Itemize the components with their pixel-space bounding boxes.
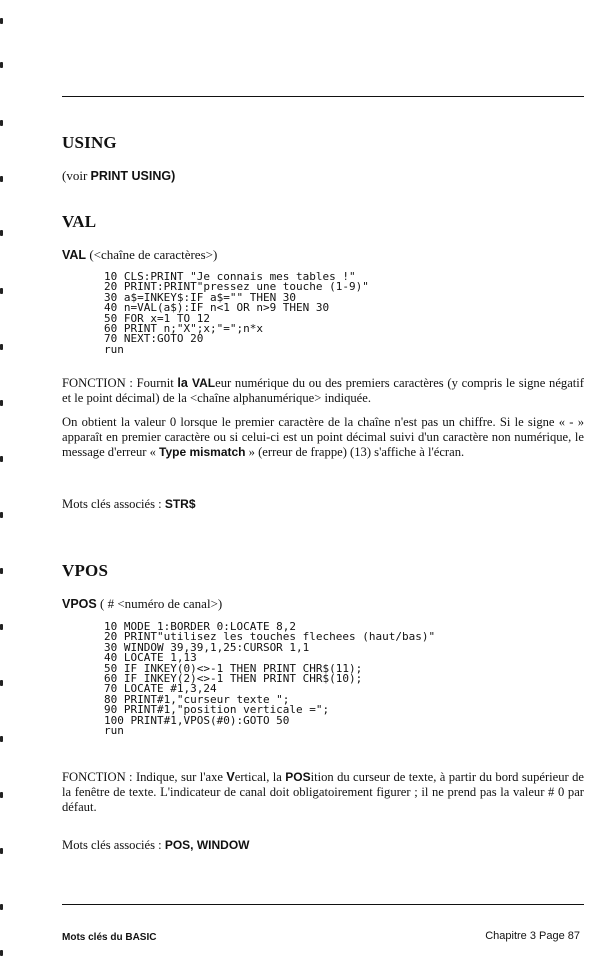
vpos-syntax: VPOS ( # <numéro de canal>) bbox=[62, 596, 223, 611]
val-related-keywords: Mots clés associés : STR$ bbox=[62, 497, 196, 511]
vpos-fonction: FONCTION : Indique, sur l'axe Vertical, la POSition du curseur de texte, à partir du bord supérieur de la fenêtre de texte. L'indicateur de canal doit obligatoirement figurer ; il ne prend pas la valeur # 0 par défaut. bbox=[62, 770, 584, 815]
val-syntax: VAL (<chaîne de caractères>) bbox=[62, 247, 218, 262]
vpos-related-keywords: Mots clés associés : POS, WINDOW bbox=[62, 838, 250, 852]
vpos-code-listing: 10 MODE 1:BORDER 0:LOCATE 8,2 20 PRINT"utilisez les touches flechees (haut/bas)" 30 WINDOW 39,39,1,25:CURSOR 1,1 40 LOCATE 1,13 50 IF INKEY(0)<>-1 THEN PRINT CHR$(11); 60 IF INKEY(2)<>-1 THEN PRINT CHR$(10); 70 LOCATE #1,3,24 80 PRINT#1,"curseur texte "; 90 PRINT#1,"position verticale ="; 100 PRINT#1,VPOS(#0):GOTO 50 run bbox=[104, 620, 436, 738]
using-see-also: (voir PRINT USING) bbox=[62, 168, 176, 183]
top-rule bbox=[62, 96, 584, 97]
using-see-keyword: PRINT USING) bbox=[90, 169, 176, 183]
vpos-title: VPOS bbox=[62, 561, 109, 580]
val-fonction: FONCTION : Fournit la VALeur numérique du ou des premiers caractères (y compris le signe négatif et le point décimal) de la <chaîne alphanumérique> indiquée. bbox=[62, 376, 584, 406]
val-paragraph-2: On obtient la valeur 0 lorsque le premier caractère de la chaîne n'est pas un chiffre. Si le signe « - » apparaît en premier caractère ou si celui-ci est un point décimal suivi d'un caractère non numérique, le message d'erreur « Type mismatch » (erreur de frappe) (13) s'affiche à l'écran. bbox=[62, 415, 584, 460]
val-code-listing: 10 CLS:PRINT "Je connais mes tables !" 20 PRINT:PRINT"pressez une touche (1-9)" 30 a$=INKEY$:IF a$="" THEN 30 40 n=VAL(a$):IF n<1 OR n>9 THEN 30 50 FOR x=1 TO 12 60 PRINT n;"X";x;"=";n*x 70 NEXT:GOTO 20 run bbox=[104, 270, 369, 356]
footer-section-title: Mots clés du BASIC bbox=[62, 932, 157, 943]
bottom-rule bbox=[62, 904, 584, 905]
using-title: USING bbox=[62, 133, 117, 152]
footer-page-number: Chapitre 3 Page 87 bbox=[485, 930, 580, 942]
binding-edge bbox=[0, 0, 8, 967]
val-title: VAL bbox=[62, 212, 97, 231]
